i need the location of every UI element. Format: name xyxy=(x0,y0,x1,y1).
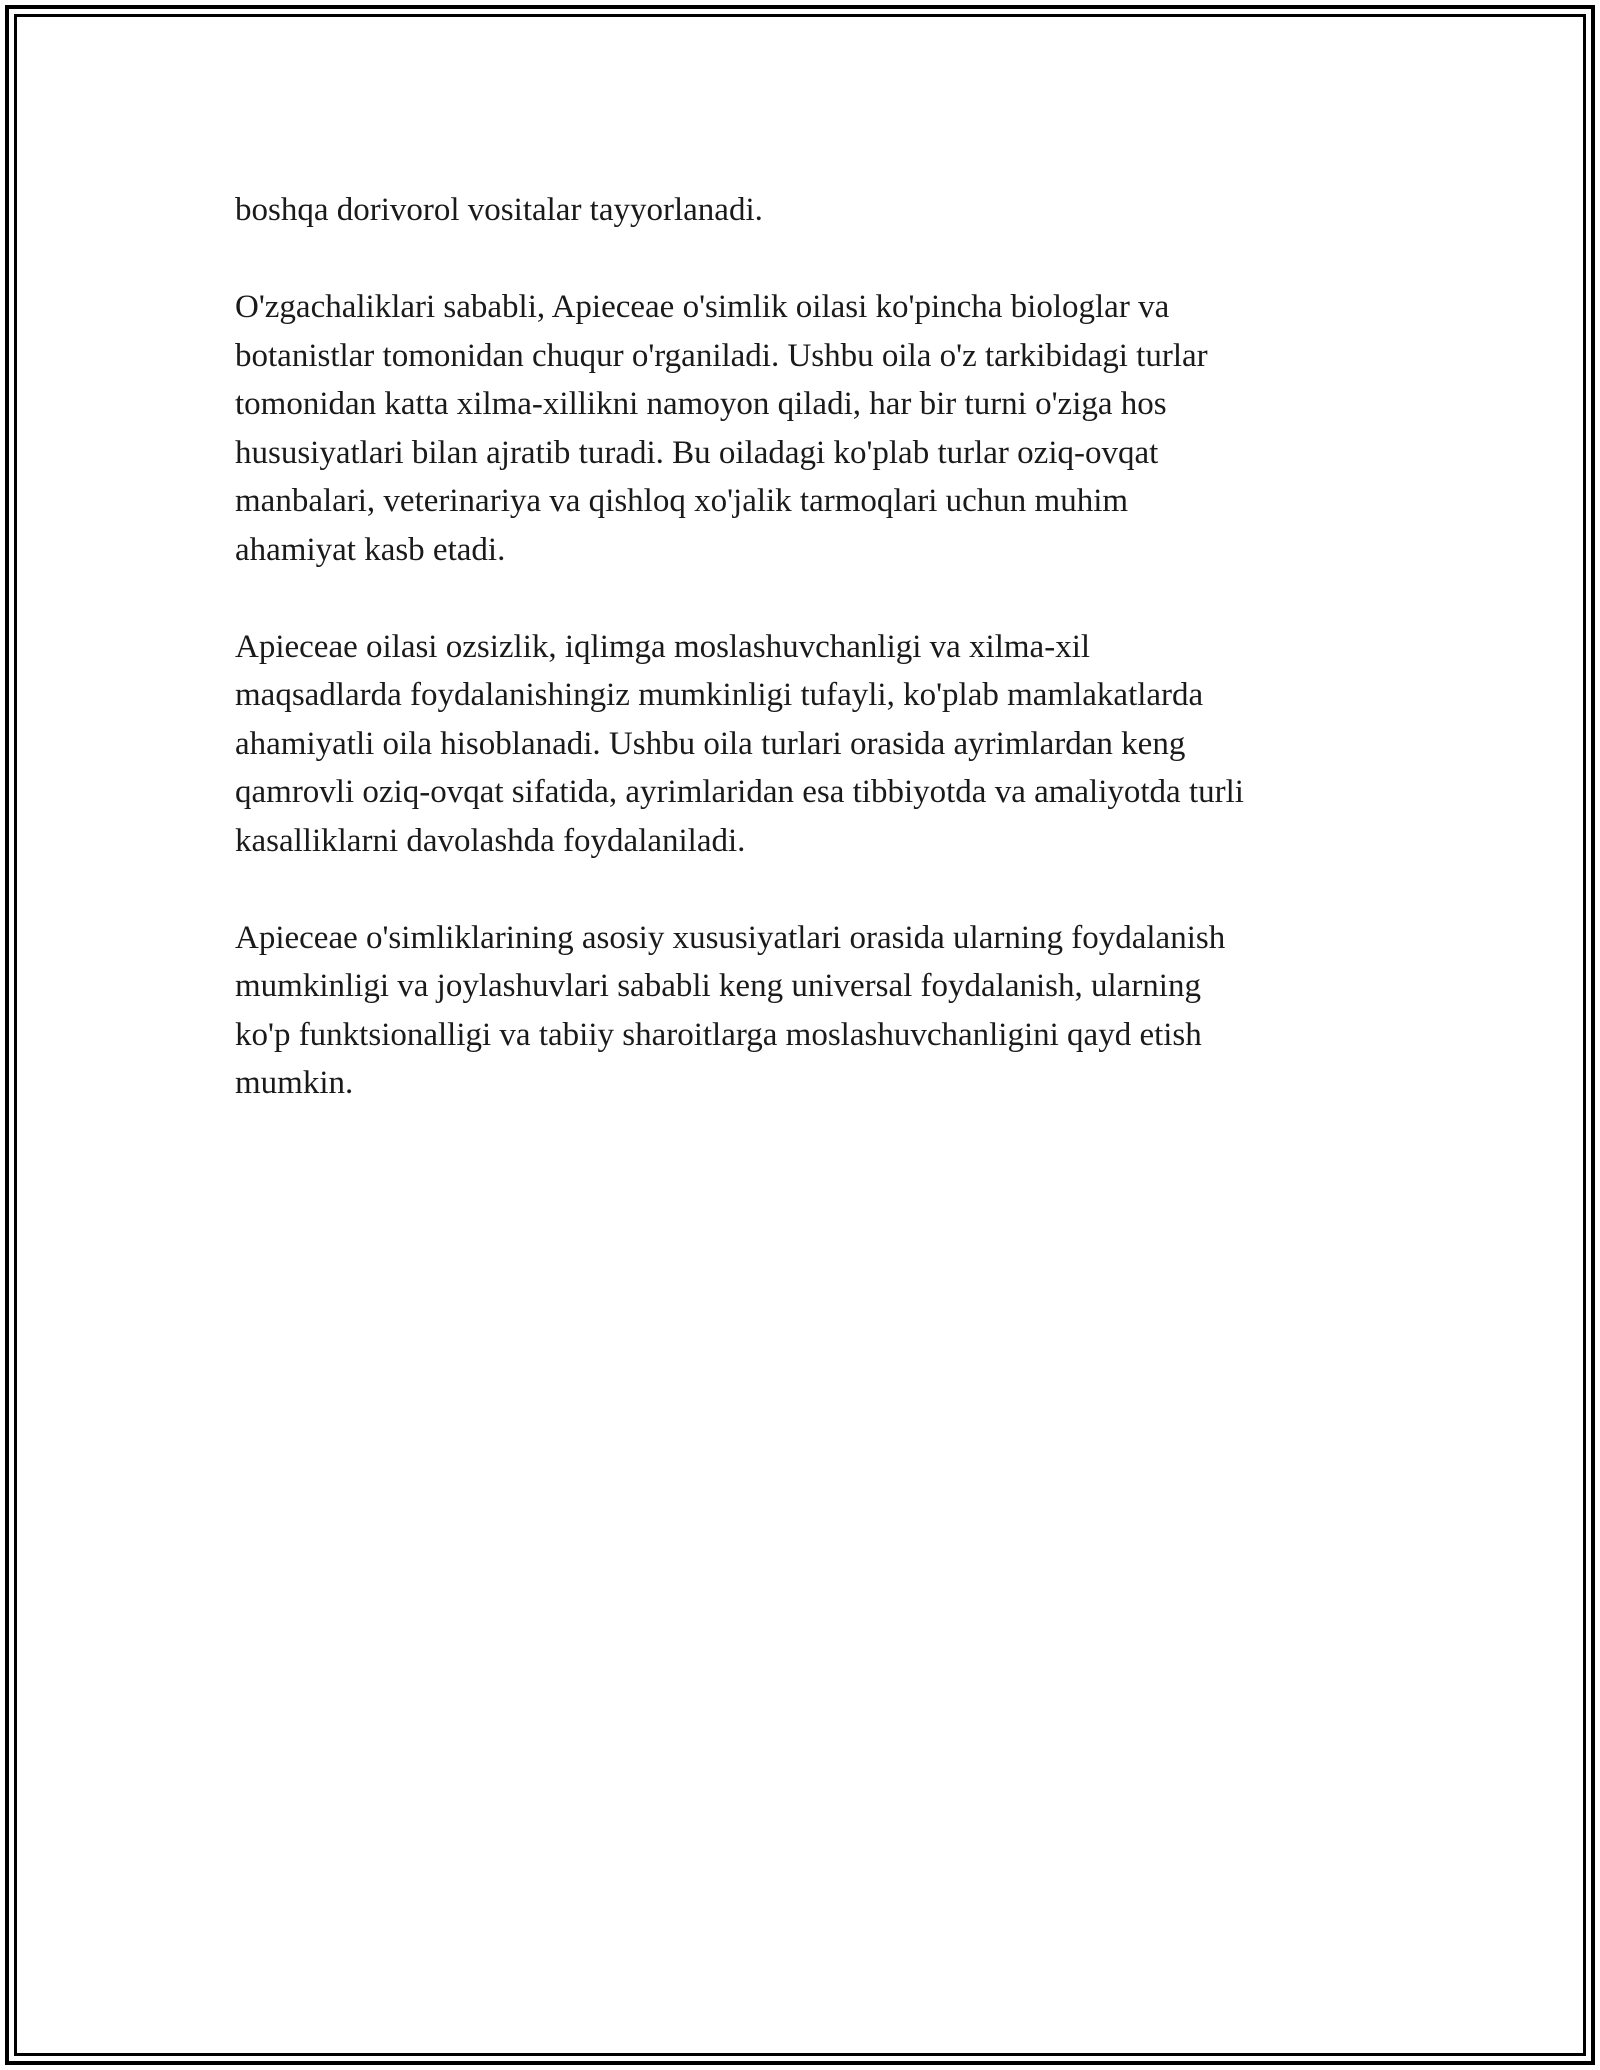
paragraph-2: O'zgachaliklari sababli, Apieceae o'simlik oilasi ko'pincha biologlar va botanistlar tomonidan chuqur o'rganiladi. Ushbu oila o'z tarkibidagi turlar tomonidan katta xilma-xillikni namoyon qiladi, har bir turni o'ziga hos hususiyatlari bilan ajratib turadi. Bu oiladagi ko'plab turlar oziq-ovqat manbalari, veterinariya va qishloq xo'jalik tarmoqlari uchun muhim ahamiyat kasb etadi. xyxy=(235,289,1208,568)
paragraph-3: Apieceae oilasi ozsizlik, iqlimga moslashuvchanligi va xilma-xil maqsadlarda foydalanishingiz mumkinligi tufayli, ko'plab mamlakatlarda ahamiyatli oila hisoblanadi. Ushbu oila turlari orasida ayrimlardan keng qamrovli oziq-ovqat sifatida, ayrimlaridan esa tibbiyotda va amaliyotda turli kasalliklarni davolashda foydalaniladi. xyxy=(235,628,1244,859)
paragraph-4: Apieceae o'simliklarining asosiy xususiyatlari orasida ularning foydalanish mumkinligi va joylashuvlari sababli keng universal foydalanish, ularning ko'p funktsionalligi va tabiiy sharoitlarga moslashuvchanligini qayd etish mumkin. xyxy=(235,919,1226,1101)
document-body xyxy=(235,186,1375,1156)
paragraph-1: boshqa dorivorol vositalar tayyorlanadi. xyxy=(235,192,763,228)
